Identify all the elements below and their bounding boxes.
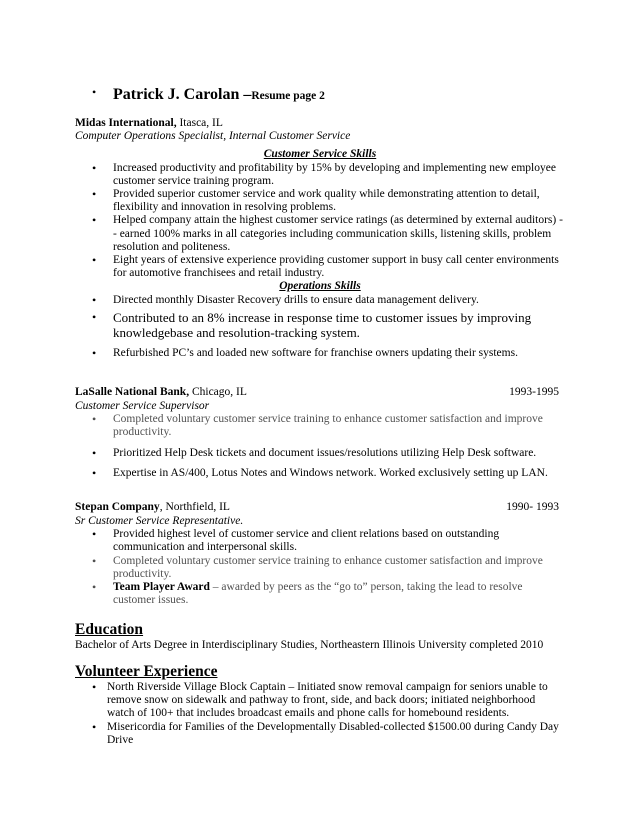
bullet-list: [75, 528, 559, 607]
company-location: Chicago, IL: [189, 386, 247, 398]
award-description: – awarded by peers as the “go to” person, taking the lead to resolve customer issues.: [113, 581, 523, 607]
candidate-name: Patrick J. Carolan –: [113, 86, 252, 103]
education-degree: Bachelor of Arts Degree in Interdisciplinary Studies, Northeastern Illinois University completed 2010: [75, 639, 544, 651]
section-heading-volunteer: Volunteer Experience: [75, 663, 218, 680]
job-midas: [75, 117, 565, 360]
job-dates: 1990- 1993: [506, 501, 559, 513]
subheading-operations-skills: Operations Skills: [279, 280, 361, 293]
list-item: [75, 581, 559, 607]
company-location: , Northfield, IL: [159, 501, 230, 513]
job-dates: 1993-1995: [509, 386, 559, 398]
company-name: Midas International,: [75, 117, 177, 129]
list-item: • Expertise in AS/400, Lotus Notes and Windows network. Worked exclusively setting up LAN.: [75, 467, 559, 480]
job-header: [75, 386, 559, 400]
job-title: Sr Customer Service Representative.: [75, 515, 244, 527]
list-item: • Refurbished PC’s and loaded new software for franchise owners updating their systems.: [75, 347, 565, 360]
bullet-list: [75, 162, 565, 281]
resume-header: [75, 86, 575, 104]
company-name: Stepan Company: [75, 501, 160, 513]
list-item: • Helped company attain the highest customer service ratings (as determined by external auditors) -- earned 100% marks in all categories including communication skills, listening skills, problem resolution and politeness.: [75, 214, 565, 254]
education-section: [75, 621, 575, 652]
section-heading-education: Education: [75, 621, 144, 638]
list-item: • Contributed to an 8% increase in response time to customer issues by improving knowledgebase and resolution-tracking system.: [75, 310, 565, 340]
list-item: • North Riverside Village Block Captain – Initiated snow removal campaign for seniors unable to remove snow on sidewalk and pathway to front, side, and back doors; initiated neighborhood watch of 100+ that includes broadcast emails and phone calls for homebound residents.: [75, 681, 565, 721]
job-title: Computer Operations Specialist, Internal Customer Service: [75, 130, 351, 143]
bullet-list: [75, 413, 559, 480]
company-name: LaSalle National Bank,: [75, 386, 190, 398]
job-stepan: [75, 501, 559, 607]
list-item: • Prioritized Help Desk tickets and document issues/resolutions utilizing Help Desk software.: [75, 447, 559, 460]
bullet-list: [75, 294, 565, 360]
bullet-list: [75, 681, 565, 747]
list-item: • Provided superior customer service and work quality while demonstrating attention to detail, flexibility and innovation in resolving problems.: [75, 188, 565, 214]
header-item: [75, 86, 575, 104]
subheading-customer-service-skills: Customer Service Skills: [263, 148, 377, 161]
page-label: Resume page 2: [251, 90, 325, 102]
list-item: • Increased productivity and profitability by 15% by developing and implementing new employee customer service training program.: [75, 162, 565, 188]
job-title: Customer Service Supervisor: [75, 400, 210, 412]
job-lasalle: [75, 386, 559, 480]
job-header: [75, 117, 565, 130]
list-item: • Completed voluntary customer service training to enhance customer satisfaction and improve productivity.: [75, 555, 559, 581]
award-name: Team Player Award: [113, 581, 210, 594]
company-location: Itasca, IL: [176, 117, 223, 129]
list-item: • Provided highest level of customer service and client relations based on outstanding communication and interpersonal skills.: [75, 528, 559, 554]
list-item: • Eight years of extensive experience providing customer support in busy call center environments for automotive franchisees and retail industry.: [75, 254, 565, 280]
list-item: • Completed voluntary customer service training to enhance customer satisfaction and improve productivity.: [75, 413, 559, 439]
list-item: • Misericordia for Families of the Developmentally Disabled-collected $1500.00 during Candy Day Drive: [75, 721, 565, 747]
job-header: [75, 501, 559, 515]
volunteer-section: [75, 663, 565, 747]
list-item: • Directed monthly Disaster Recovery drills to ensure data management delivery.: [75, 294, 565, 307]
